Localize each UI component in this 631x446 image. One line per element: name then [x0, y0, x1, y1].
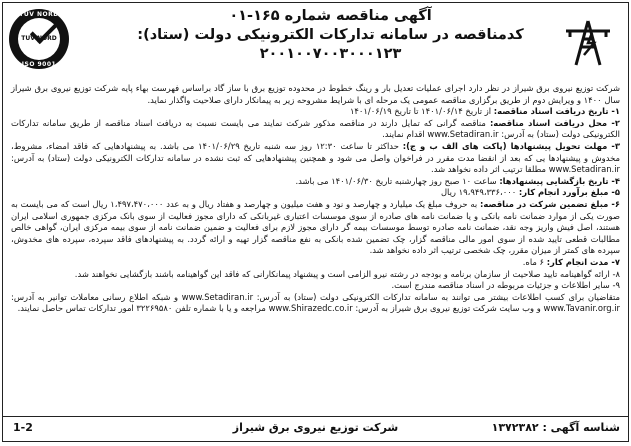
closing-paragraph: متقاضیان برای کسب اطلاعات بیشتر می توانند به سامانه تدارکات الکترونیکی دولت (ستاد) به آدرس: www.Setadiran.ir و شبکه اطلاع رسانی معاملات توانیر به آدرس: www.Tavanir.org.ir و وب سایت شرکت توزیع نیروی برق شیراز به آدرس: www.Shirazedc.co.ir مراجعه و یا با شماره تلفن ۳۲۲۶۹۵۸۰ امور تدارکات تماس حاصل نمایند.: [11, 291, 620, 314]
item-6-label: ۶- مبلغ تضمین شرکت در مناقصه:: [480, 198, 620, 209]
item-1-text: از تاریخ ۱۴۰۱/۰۶/۱۴ تا تاریخ ۱۴۰۱/۰۶/۱۹: [349, 106, 494, 117]
tender-notice: [2, 2, 629, 442]
item-4: [11, 176, 620, 188]
title-line-2: کدمناقصه در سامانه تدارکات الکترونیکی دولت (ستاد):: [137, 27, 524, 43]
item-3-text: حداکثر تا ساعت ۱۲:۳۰ روز سه شنبه تاریخ ۱۴۰۱/۰۶/۲۹ می باشد. به پیشنهادهایی که فاقد امضاء، مشروط، مخدوش و پیشنهادها یی که بعد از انقضا مدت مقرر در فراخوان واصل می شود و همچنین پیشنهادهایی که ثبت نشده در سامانه تدارکات الکترونیکی دولت (ستاد) به آدرس: www.Setadiran.ir مطلقا ترتیب اثر داده نخواهد شد.: [11, 140, 620, 175]
page-number: 1-2: [13, 421, 33, 434]
notice-body: [11, 83, 620, 315]
item-9: ۹- سایر اطلاعات و جزئیات مربوطه در اسناد مناقصه مندرج است.: [391, 280, 620, 291]
logo-ring-bottom-text: ISO 9001: [21, 61, 57, 68]
item-3: [11, 141, 620, 176]
item-6-text: به حروف مبلغ یک میلیارد و چهارصد و نود و هفت میلیون و چهارصد و هفتاد ریال و به عدد ۱،۴۹۷،۴۷۰،۰۰۰ ریال است که می بایست به صورت یکی از موارد ضمانت نامه بانکی و یا ضمانت نامه های صادره از سوی موسسات اعتباری غیربانکی که دارای مجوز فعالیت از سوی بانک مرکزی جمهوری اسلامی ایران هستند، اصل فیش واریز وجه نقد، ضمانت نامه صادره توسط موسسات بیمه گر دارای مجوز لازم برای فعالیت و ضمین ضمانت نامه از سوی بیمه مرکزی ایران، گواهی خالص مطالبات قطعی تایید شده از سوی امور مالی مناقصه گزار، چک تضمین شده بانکی به نفع مناقصه گزار تهیه و ارائه گردد. به پیشنهادهای فاقد سپرده، سپرده های مخدوش، سپرده های کمتر از میزان مقرر، چک شخصی ترتیب اثر داده نخواهد شد.: [11, 198, 620, 256]
tuv-nord-certification-logo: [9, 9, 69, 69]
company-name: شرکت توزیع نیروی برق شیراز: [232, 421, 399, 434]
logo-center-text: TUV NORD: [21, 35, 57, 42]
item-2: [11, 118, 620, 141]
notice-title: [113, 7, 548, 64]
item-6: [11, 199, 620, 257]
item-5-label: ۵- مبلغ برآورد انجام کار:: [518, 187, 620, 198]
power-tower-icon: [562, 17, 614, 69]
item-1: [11, 106, 620, 118]
item-4-label: ۴- تاریخ بازگشایی پیشنهادها:: [499, 175, 620, 186]
item-2-text: مناقصه گرانی که تمایل دارند در مناقصه مذکور شرکت نمایند می بایست نسبت به دریافت اسناد مناقصه از طریق سامانه تدارکات الکترونیکی دولت (ستاد) به آدرس: www.Setadiran.ir اقدام نمایند.: [11, 117, 620, 140]
item-5-text: ۱۹،۹۴۹،۳۳۶،۰۰۰ ریال: [440, 187, 519, 198]
item-7: [11, 257, 620, 269]
item-5: [11, 187, 620, 199]
ad-id: شناسه آگهی : ۱۳۷۲۳۸۲: [491, 421, 620, 434]
item-4-text: ساعت ۱۰ صبح روز چهارشنبه تاریخ ۱۴۰۱/۰۶/۳۰ می باشد.: [295, 175, 500, 186]
item-3-label: ۳- مهلت تحویل پیشنهادها (پاکت های الف ب و ج):: [402, 140, 621, 151]
item-7-label: ۷- مدت انجام کار:: [546, 256, 620, 267]
power-tower-logo: [562, 17, 614, 69]
item-7-text: ۶ ماه.: [522, 256, 547, 267]
logo-ring-top-text: TUV NORD: [19, 11, 59, 18]
logo-inner-circle: [18, 18, 60, 60]
intro-paragraph: شرکت توزیع نیروی برق شیراز در نظر دارد اجرای عملیات تعدیل بار و رینگ خطوط در محدوده توزیع برق با ساز گاد براساس فهرست بهاء پایه شرکت توزیع نیروی برق شیراز سال ۱۴۰۰ و ویرایش دوم از طریق برگزاری مناقصه عمومی یک مرحله ای با شرایط مشروحه زیر به پیمانکار دارای صلاحیت واگذار نماید.: [11, 83, 620, 105]
item-1-label: ۱- تاریخ دریافت اسناد مناقصه:: [493, 106, 620, 117]
item-2-label: ۲- محل دریافت اسناد مناقصه:: [489, 117, 620, 128]
notice-footer: [3, 416, 628, 441]
title-line-1: آگهی مناقصه شماره ۱۶۵-۰۱: [229, 8, 432, 24]
title-line-3: ۲۰۰۱۰۰۷۰۰۳۰۰۰۱۲۳: [259, 46, 402, 62]
notice-header: [3, 3, 628, 85]
item-8: ۸- ارائه گواهینامه تایید صلاحیت از سازمان برنامه و بودجه در رشته نیرو الزامی است و پیشنهاد پیمانکارانی که فاقد این گواهینامه باشند بازگشایی نخواهند شد.: [74, 268, 620, 279]
